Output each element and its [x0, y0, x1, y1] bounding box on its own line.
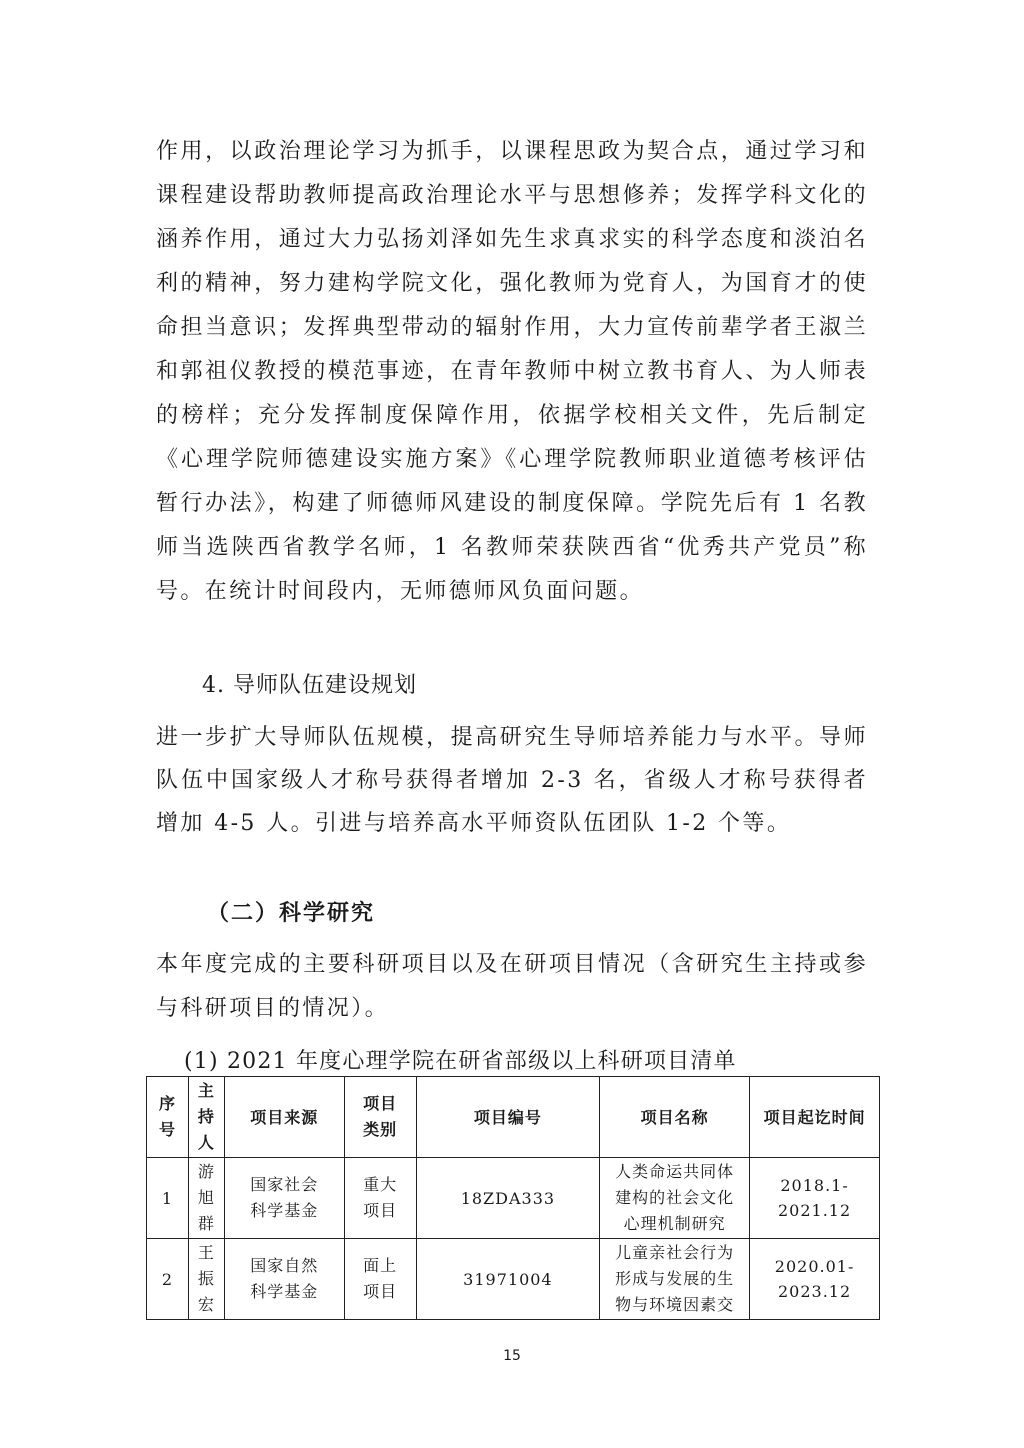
paragraph-supervisor-plan: 进一步扩大导师队伍规模，提高研究生导师培养能力与水平。导师队伍中国家级人才称号获得者增加 2-3 名，省级人才称号获得者增加 4-5 人。引进与培养高水平师资队伍团队 1-2 个等。: [156, 725, 868, 836]
cell-number: 18ZDA333: [416, 1158, 600, 1239]
cell-category: 重大项目: [344, 1158, 416, 1239]
header-number: 项目编号: [416, 1077, 600, 1158]
header-period: 项目起讫时间: [750, 1077, 880, 1158]
paragraph-teacher-ethics: 作用，以政治理论学习为抓手，以课程思政为契合点，通过学习和课程建设帮助教师提高政治理论水平与思想修养；发挥学科文化的涵养作用，通过大力弘扬刘泽如先生求真求实的科学态度和淡泊名利的精神，努力建构学院文化，强化教师为党育人，为国育才的使命担当意识；发挥典型带动的辐射作用，大力宣传前辈学者王淑兰和郭祖仪教授的模范事迹，在青年教师中树立教书育人、为人师表的榜样；充分发挥制度保障作用，依据学校相关文件，先后制定《心理学院师德建设实施方案》《心理学院教师职业道德考核评估暂行办法》，构建了师德师风建设的制度保障。学院先后有 1 名教师当选陕西省教学名师，1 名教师荣获陕西省“优秀共产党员”称号。在统计时间段内，无师德师风负面问题。: [156, 139, 868, 604]
table-header-row: [147, 1077, 880, 1158]
cell-pi: 王振宏: [188, 1239, 224, 1320]
cell-period: 2020.01-2023.12: [750, 1239, 880, 1320]
research-projects-table: [146, 1076, 880, 1320]
cell-number: 31971004: [416, 1239, 600, 1320]
table-row: [147, 1239, 880, 1320]
header-name: 项目名称: [600, 1077, 750, 1158]
header-source: 项目来源: [224, 1077, 344, 1158]
cell-source: 国家社会科学基金: [224, 1158, 344, 1239]
cell-name: 人类命运共同体建构的社会文化心理机制研究: [600, 1158, 750, 1239]
section-title-research: （二）科学研究: [207, 901, 376, 926]
cell-category: 面上项目: [344, 1239, 416, 1320]
header-pi: 主持人: [188, 1077, 224, 1158]
table-row: [147, 1158, 880, 1239]
paragraph-research-intro: 本年度完成的主要科研项目以及在研项目情况（含研究生主持或参与科研项目的情况）。: [156, 952, 868, 1021]
subheading-supervisor-plan: 4. 导师队伍建设规划: [202, 673, 417, 698]
cell-period: 2018.1-2021.12: [750, 1158, 880, 1239]
cell-name: 儿童亲社会行为形成与发展的生物与环境因素交: [600, 1239, 750, 1320]
page-number: 15: [503, 1348, 521, 1364]
cell-pi: 游旭群: [188, 1158, 224, 1239]
cell-source: 国家自然科学基金: [224, 1239, 344, 1320]
table-caption: (1) 2021 年度心理学院在研省部级以上科研项目清单: [184, 1049, 737, 1074]
header-category: 项目类别: [344, 1077, 416, 1158]
cell-index: 1: [147, 1158, 189, 1239]
cell-index: 2: [147, 1239, 189, 1320]
header-index: 序号: [147, 1077, 189, 1158]
